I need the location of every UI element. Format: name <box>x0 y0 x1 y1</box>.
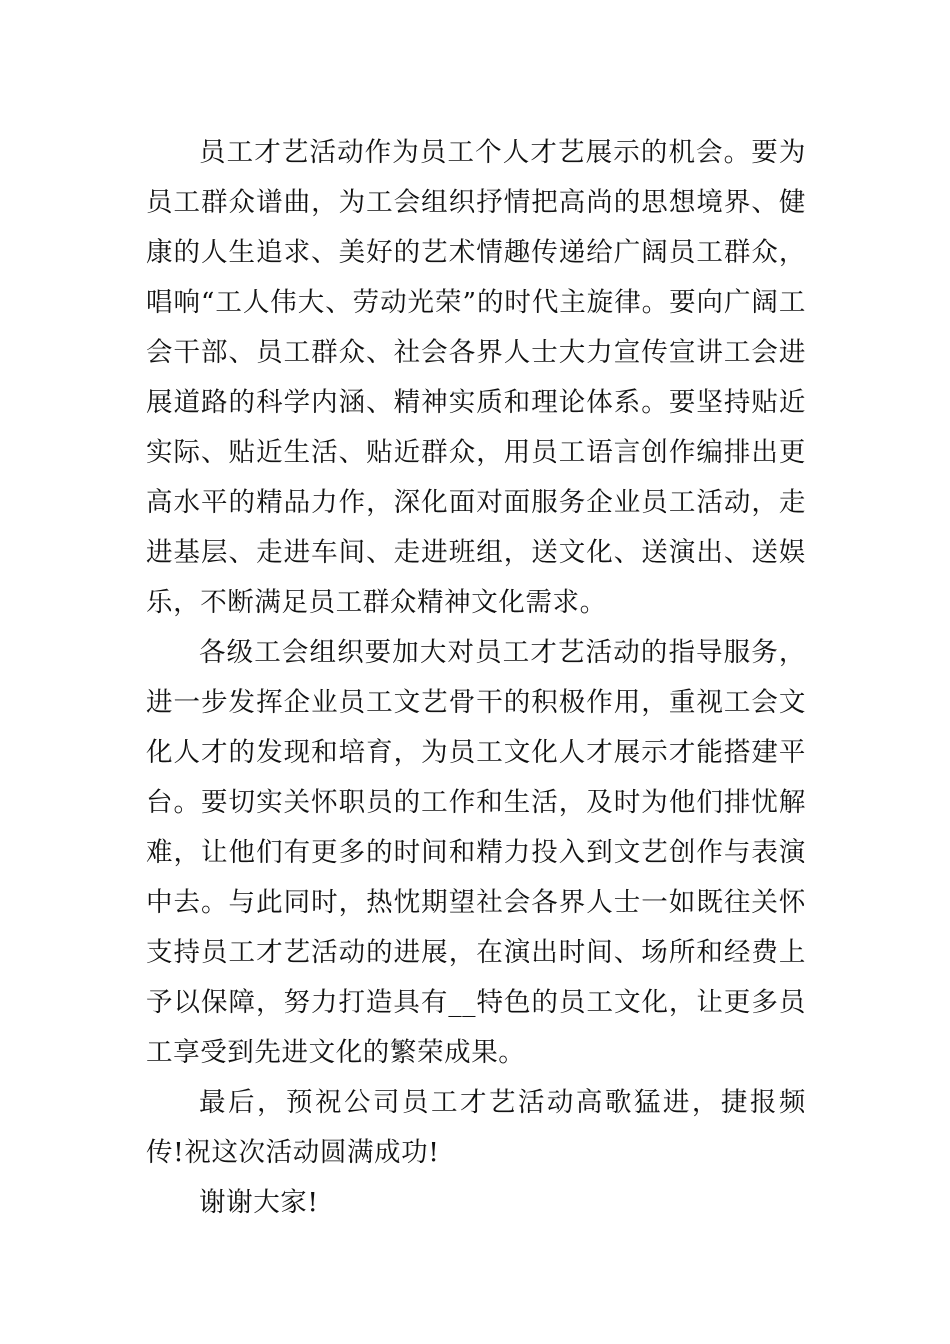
paragraph-talent-activity-purpose: 员工才艺活动作为员工个人才艺展示的机会。要为员工群众谱曲，为工会组织抒情把高尚的思想境界、健康的人生追求、美好的艺术情趣传递给广阔员工群众，唱响“工人伟大、劳动光荣”的时代主旋律。要向广阔工会干部、员工群众、社会各界人士大力宣传宣讲工会进展道路的科学内涵、精神实质和理论体系。要坚持贴近实际、贴近生活、贴近群众，用员工语言创作编排出更高水平的精品力作，深化面对面服务企业员工活动，走进基层、走进车间、走进班组，送文化、送演出、送娱乐，不断满足员工群众精神文化需求。 <box>146 137 806 618</box>
document-body <box>146 128 806 1228</box>
paragraph-closing-wishes: 最后，预祝公司员工才艺活动高歌猛进，捷报频传!祝这次活动圆满成功! <box>146 1087 806 1168</box>
paragraph-thanks: 谢谢大家! <box>199 1187 319 1218</box>
paragraph-union-guidance: 各级工会组织要加大对员工才艺活动的指导服务，进一步发挥企业员工文艺骨干的积极作用，重视工会文化人才的发现和培育，为员工文化人才展示才能搭建平台。要切实关怀职员的工作和生活，及时为他们排忧解难，让他们有更多的时间和精力投入到文艺创作与表演中去。与此同时，热忱期望社会各界人士一如既往关怀支持员工才艺活动的进展，在演出时间、场所和经费上予以保障，努力打造具有__特色的员工文化，让更多员工享受到先进文化的繁荣成果。 <box>146 637 806 1068</box>
